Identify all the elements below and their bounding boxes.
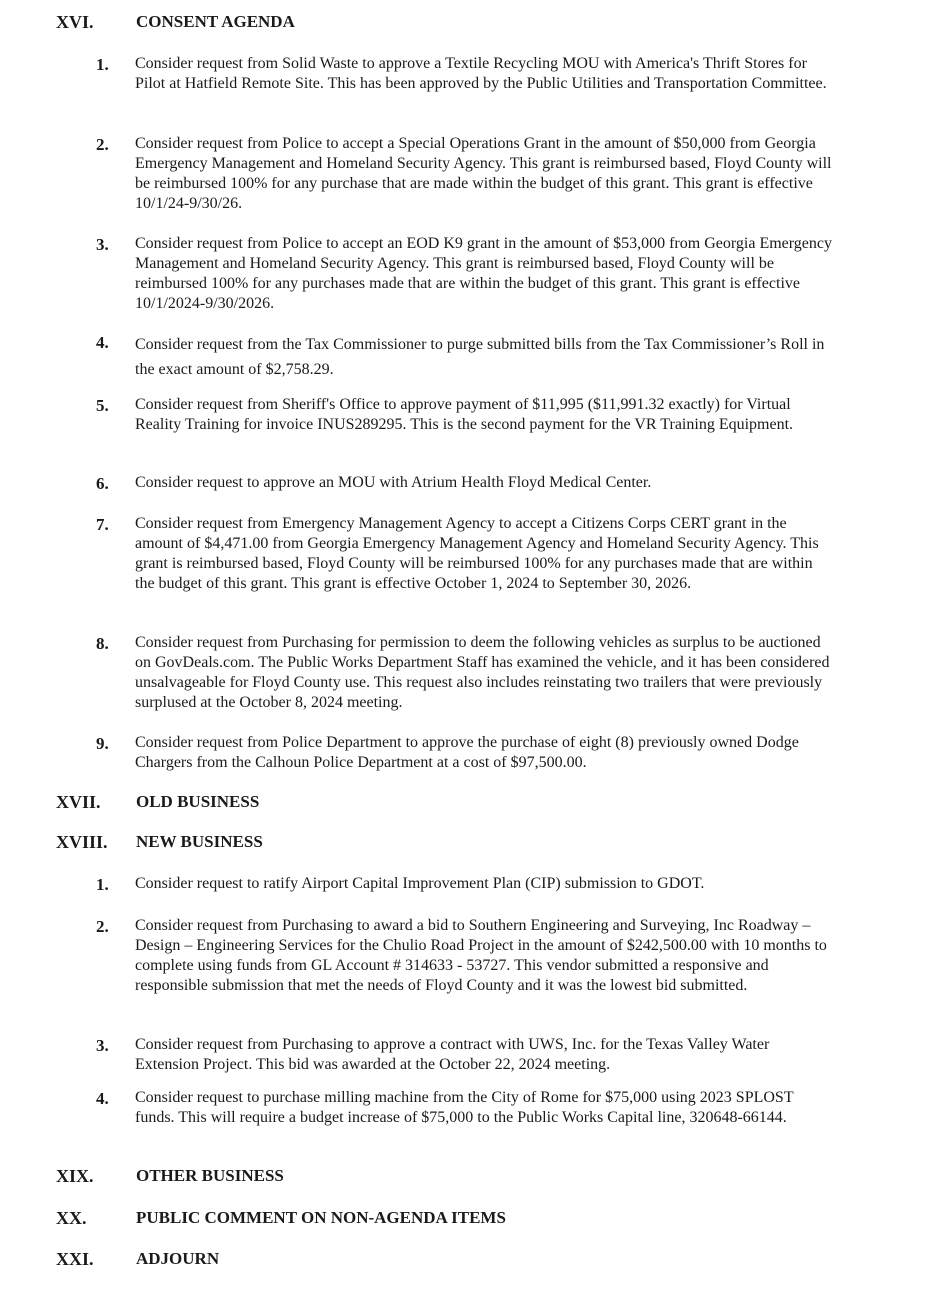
agenda-item: [96, 134, 836, 214]
section-title: OLD BUSINESS: [136, 792, 260, 811]
item-number: 2.: [96, 917, 109, 936]
item-number: 8.: [96, 634, 109, 653]
item-text: Consider request from Purchasing to award a bid to Southern Engineering and Surveying, Inc Roadway – Design – Engineering Services for the Chulio Road Project in the amount of $242,500.00 with 10 months to complete using funds from GL Account # 314633 - 53727. This vendor submitted a responsive and responsible submission that met the needs of Floyd County and it was the lowest bid submitted.: [135, 917, 827, 994]
section-title: CONSENT AGENDA: [136, 12, 295, 31]
item-text: Consider request from Solid Waste to approve a Textile Recycling MOU with America's Thrift Stores for Pilot at Hatfield Remote Site. This has been approved by the Public Utilities and Transportation Committee.: [135, 55, 827, 92]
section-title: OTHER BUSINESS: [136, 1166, 284, 1185]
item-text: Consider request from Emergency Management Agency to accept a Citizens Corps CERT grant in the amount of $4,471.00 from Georgia Emergency Management Agency and Homeland Security Agency. This grant is reimbursed based, Floyd County will be reimbursed 100% for any purchases made that are within the budget of this grant. This grant is effective October 1, 2024 to September 30, 2026.: [135, 515, 819, 592]
agenda-item: [96, 1088, 836, 1128]
item-text: Consider request from the Tax Commissioner to purge submitted bills from the Tax Commissioner’s Roll in the exact amount of $2,758.29.: [135, 336, 825, 378]
section-title: ADJOURN: [136, 1249, 220, 1268]
item-text: Consider request from Purchasing to approve a contract with UWS, Inc. for the Texas Valley Water Extension Project. This bid was awarded at the October 22, 2024 meeting.: [135, 1036, 770, 1073]
agenda-item: [96, 733, 836, 773]
item-number: 3.: [96, 235, 109, 254]
item-number: 6.: [96, 474, 109, 493]
section-numeral: XVI.: [56, 12, 94, 32]
agenda-item: [96, 514, 836, 594]
agenda-item: [96, 633, 836, 713]
section-numeral: XIX.: [56, 1166, 94, 1186]
agenda-item: [96, 54, 836, 94]
item-number: 1.: [96, 875, 109, 894]
item-text: Consider request from Purchasing for permission to deem the following vehicles as surplus to be auctioned on GovDeals.com. The Public Works Department Staff has examined the vehicle, and it has been considered unsalvageable for Floyd County use. This request also includes reinstating two trailers that were previously surplused at the October 8, 2024 meeting.: [135, 634, 830, 711]
item-text: Consider request from Police to accept a Special Operations Grant in the amount of $50,000 from Georgia Emergency Management and Homeland Security Agency. This grant is reimbursed based, Floyd County will be reimbursed 100% for any purchase that are made within the budget of this grant. This grant is effective 10/1/24-9/30/26.: [135, 135, 832, 212]
item-number: 5.: [96, 396, 109, 415]
item-text: Consider request from Sheriff's Office to approve payment of $11,995 ($11,991.32 exactly) for Virtual Reality Training for invoice INUS289295. This is the second payment for the VR Training Equipment.: [135, 396, 794, 433]
item-number: 4.: [96, 1089, 109, 1108]
agenda-item: [96, 1035, 836, 1075]
item-number: 1.: [96, 55, 109, 74]
item-number: 3.: [96, 1036, 109, 1055]
section-numeral: XVII.: [56, 792, 101, 812]
item-number: 2.: [96, 135, 109, 154]
section-title: NEW BUSINESS: [136, 832, 263, 851]
item-number: 7.: [96, 515, 109, 534]
agenda-item: [96, 916, 836, 996]
item-text: Consider request to ratify Airport Capital Improvement Plan (CIP) submission to GDOT.: [135, 875, 705, 892]
item-number: 4.: [96, 333, 109, 352]
agenda-item: [96, 473, 836, 493]
section-numeral: XVIII.: [56, 832, 108, 852]
agenda-item: [96, 395, 836, 435]
item-text: Consider request from Police to accept an EOD K9 grant in the amount of $53,000 from Georgia Emergency Management and Homeland Security Agency. This grant is reimbursed based, Floyd County will be reimbursed 100% for any purchases made that are within the budget of this grant. This grant is effective 10/1/2024-9/30/2026.: [135, 235, 832, 312]
section-title: PUBLIC COMMENT ON NON-AGENDA ITEMS: [136, 1208, 506, 1227]
item-number: 9.: [96, 734, 109, 753]
item-text: Consider request from Police Department to approve the purchase of eight (8) previously owned Dodge Chargers from the Calhoun Police Department at a cost of $97,500.00.: [135, 734, 799, 771]
agenda-item: [96, 332, 836, 382]
agenda-item: [96, 234, 836, 314]
item-text: Consider request to approve an MOU with Atrium Health Floyd Medical Center.: [135, 474, 652, 491]
section-numeral: XX.: [56, 1208, 87, 1228]
agenda-item: [96, 874, 836, 894]
section-numeral: XXI.: [56, 1249, 94, 1269]
item-text: Consider request to purchase milling machine from the City of Rome for $75,000 using 2023 SPLOST funds. This will require a budget increase of $75,000 to the Public Works Capital line, 320648-66144.: [135, 1089, 794, 1126]
